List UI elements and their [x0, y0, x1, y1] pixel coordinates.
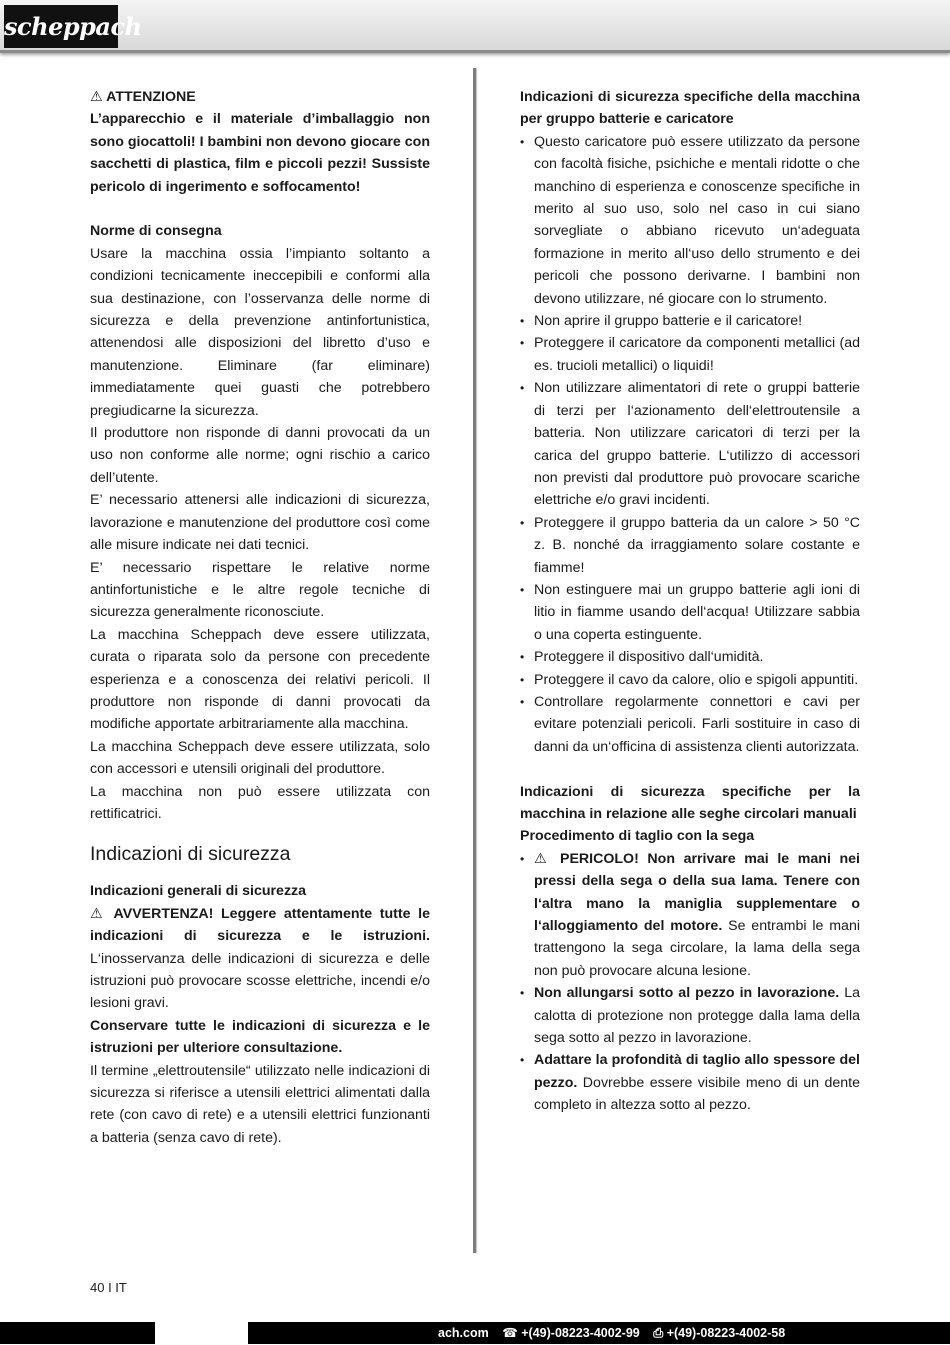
list-item [520, 1049, 860, 1116]
battery-heading: Indicazioni di sicurezza specifiche della macchina per gruppo batterie e caricatore [520, 89, 860, 128]
list-item: • Questo caricatore può essere utilizzato da persone con facoltà fisiche, psichiche e mentali ridotte o che manchino di esperienza e conoscenze specifiche in merito al suo uso, solo nel caso in cui siano sorvegliate o abbiano ricevuto un‘adeguata formazione in merito all‘uso dello strumento e dei pericoli che possono derivarne. I bambini non devono utilizzare, né giocare con lo strumento. [520, 131, 860, 310]
delivery-paragraph: Il produttore non risponde di danni provocati da un uso non conforme alle norme; ogni rischio a carico dell’utente. [90, 425, 430, 486]
delivery-heading: Norme di consegna [90, 223, 222, 240]
warning-title: ⚠ ATTENZIONE [90, 89, 196, 105]
delivery-paragraph: La macchina non può essere utilizzata con rettificatrici. [90, 783, 430, 822]
item-rest: La calotta di protezione non protegge dalla lama della sega sotto al pezzo in lavorazione. [534, 985, 860, 1047]
list-item: • Proteggere il cavo da calore, olio e spigoli appuntiti. [520, 669, 860, 691]
list-item: • Non utilizzare alimentatori di rete o gruppi batterie di terzi per l‘azionamento dell‘elettroutensile a batteria. Non utilizzare caricatori di terzi per la carica del gruppo batterie. L‘utilizzo di accessori non previsti dal produttore può provocare scariche elettriche e/o gravi incidenti. [520, 377, 860, 511]
warning-text: L’apparecchio e il materiale d’imballaggio non sono giocattoli! I bambini non devono giocare con sacchetti di plastica, film e piccoli pezzi! Sussiste pericolo di ingerimento e soffocamento! [90, 111, 430, 195]
delivery-paragraph: La macchina Scheppach deve essere utilizzata, curata o riparata solo da persone con precedente esperienza e a conoscenza dei relativi pericoli. Il produttore non risponde di danni provocati da modifiche apportate arbitrariamente alla macchina. [90, 626, 430, 733]
list-item: • Controllare regolarmente connettori e cavi per evitare potenziali pericoli. Farli sostituire in caso di danni da un‘officina di assistenza clienti autorizzata. [520, 691, 860, 758]
spacer [520, 758, 860, 780]
saw-heading: Indicazioni di sicurezza specifiche per la macchina in relazione alle seghe circolari manuali [520, 783, 860, 822]
term-paragraph: Il termine „elettroutensile“ utilizzato nelle indicazioni di sicurezza si riferisce a utensili elettrici alimentati dalla rete (con cavo di rete) e a utensili elettrici funzionanti a batteria (senza cavo di rete). [90, 1062, 430, 1146]
list-item [520, 848, 860, 982]
right-column [520, 86, 860, 1117]
saw-list [520, 848, 860, 1117]
left-column [90, 86, 430, 1149]
delivery-paragraph: E’ necessario rispettare le relative norme antinfortunistiche e le altre regole tecniche di sicurezza generalmente riconosciute. [90, 559, 430, 621]
item-bold: Adattare la profondità di taglio allo spessore del pezzo. [534, 1052, 860, 1091]
keep-instructions: Conservare tutte le indicazioni di sicurezza e le istruzioni per ulteriore consultazione. [90, 1017, 430, 1057]
general-warning-rest: L‘inosservanza delle indicazioni di sicurezza e delle istruzioni può provocare scosse elettriche, incendi e/o lesioni gravi. [90, 950, 430, 1012]
footer-phone: ☎ +(49)-08223-4002-99 [502, 1326, 640, 1340]
item-bold: Non allungarsi sotto al pezzo in lavorazione. [534, 985, 840, 1002]
page-number: 40 I IT [90, 1280, 127, 1295]
item-rest: Dovrebbe essere visibile meno di un dente completo in altezza sotto al pezzo. [534, 1074, 860, 1114]
spacer [90, 825, 430, 836]
footer-fax: ⎙ +(49)-08223-4002-58 [653, 1326, 786, 1340]
footer-contact [438, 1322, 795, 1344]
list-item: • Proteggere il dispositivo dall‘umidità. [520, 646, 860, 668]
list-item [520, 982, 860, 1049]
delivery-paragraph: E’ necessario attenersi alle indicazioni di sicurezza, lavorazione e manutenzione del produttore così come alle misure indicate nei dati tecnici. [90, 492, 430, 554]
footer-gap [155, 1322, 248, 1344]
delivery-paragraph: Usare la macchina ossia l’impianto soltanto a condizioni tecnicamente ineccepibili e conformi alla sua destinazione, con l’osservanza delle norme di sicurezza e della prevenzione antinfortunistica, attenendosi alle disposizioni del libretto d’uso e manutenzione. Eliminare (far eliminare) immediatamente quei guasti che potrebbero pregiudicarne la sicurezza. [90, 245, 430, 419]
list-item: • Non estinguere mai un gruppo batterie agli ioni di litio in fiamme usando dell‘acqua! Utilizzare sabbia o una coperta estinguente. [520, 579, 860, 646]
footer-bar [0, 1322, 950, 1344]
item-rest: Se entrambi le mani trattengono la sega circolare, la lama della sega non può provocare alcuna lesione. [534, 918, 860, 979]
list-item: • Proteggere il gruppo batteria da un calore > 50 °C z. B. nonché da irraggiamento solare costante e fiamme! [520, 512, 860, 579]
general-warning [90, 903, 430, 1015]
list-item: • Proteggere il caricatore da componenti metallici (ad es. trucioli metallici) o liquidi! [520, 332, 860, 377]
column-divider [473, 68, 476, 1253]
spacer [90, 198, 430, 220]
page-header [0, 0, 950, 53]
section-title: Indicazioni di sicurezza [90, 843, 291, 866]
list-item: • Non aprire il gruppo batterie e il caricatore! [520, 310, 860, 332]
brand-logo: scheppach [4, 5, 118, 48]
general-warning-bold: ⚠ AVVERTENZA! Leggere attentamente tutte le indicazioni di sicurezza e le istruzioni. [90, 905, 430, 945]
item-bold: ⚠ PERICOLO! Non arrivare mai le mani nei pressi della sega o della sua lama. Tenere con l‘altra mano la maniglia supplementare o l‘alloggiamento del motore. [534, 850, 860, 935]
delivery-paragraph: La macchina Scheppach deve essere utilizzata, solo con accessori e utensili originali del produttore. [90, 738, 430, 778]
battery-list [520, 131, 860, 758]
footer-website: ach.com [438, 1326, 489, 1340]
general-heading: Indicazioni generali di sicurezza [90, 883, 307, 900]
saw-subheading: Procedimento di taglio con la sega [520, 828, 755, 845]
